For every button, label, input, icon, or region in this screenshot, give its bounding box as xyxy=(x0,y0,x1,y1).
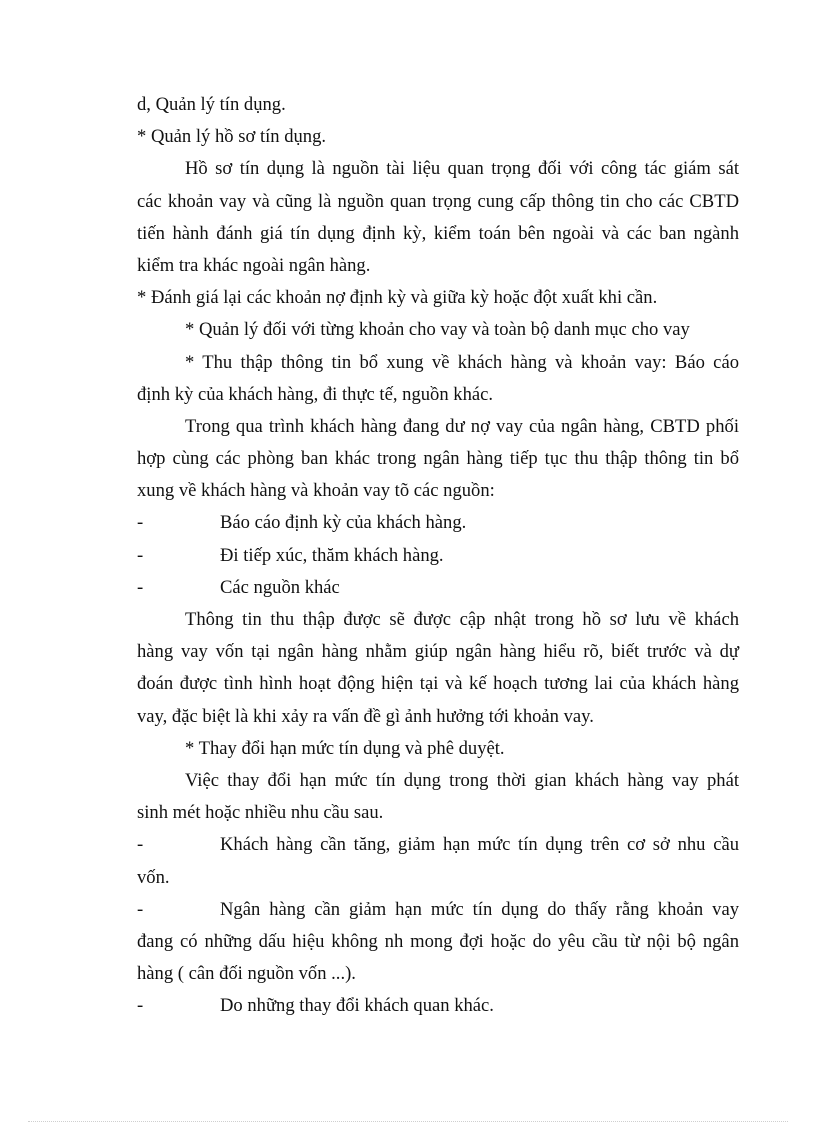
subheading: * Đánh giá lại các khoản nợ định kỳ và giữa kỳ hoặc đột xuất khi cần. xyxy=(137,287,658,309)
paragraph-line: hợp cùng các phòng ban khác trong ngân hàng tiếp tục thu thập thông tin bổ xyxy=(137,448,739,470)
list-item-text: Đi tiếp xúc, thăm khách hàng. xyxy=(220,544,444,566)
paragraph-line: * Thu thập thông tin bổ xung về khách hàng và khoản vay: Báo cáo xyxy=(185,351,739,373)
list-item-text: Các nguồn khác xyxy=(220,576,340,598)
list-item-continuation: hàng ( cân đối nguồn vốn ...). xyxy=(137,963,356,985)
page-bottom-rule xyxy=(28,1121,788,1122)
paragraph-line: tiến hành đánh giá tín dụng định kỳ, kiểm toán bên ngoài và các ban ngành xyxy=(137,222,739,244)
list-item-text: Ngân hàng cần giảm hạn mức tín dụng do thấy rằng khoản vay xyxy=(220,898,739,920)
list-item-text: Báo cáo định kỳ của khách hàng. xyxy=(220,512,467,534)
section-heading: d, Quản lý tín dụng. xyxy=(137,94,286,115)
bullet-dash: - xyxy=(137,995,144,1017)
list-item xyxy=(137,829,739,861)
subheading: * Quản lý đối với từng khoản cho vay và toàn bộ danh mục cho vay xyxy=(185,319,690,341)
paragraph-line: kiểm tra khác ngoài ngân hàng. xyxy=(137,254,371,276)
paragraph-line: Trong qua trình khách hàng đang dư nợ vay của ngân hàng, CBTD phối xyxy=(185,415,739,437)
list-item xyxy=(137,572,739,604)
paragraph-line: xung về khách hàng và khoản vay tõ các nguồn: xyxy=(137,480,495,502)
bullet-dash: - xyxy=(137,576,144,598)
bullet-dash: - xyxy=(137,544,144,566)
paragraph-line: Hồ sơ tín dụng là nguồn tài liệu quan trọng đối với công tác giám sát xyxy=(185,158,739,180)
subheading: * Quản lý hồ sơ tín dụng. xyxy=(137,126,327,148)
paragraph-line: Việc thay đổi hạn mức tín dụng trong thời gian khách hàng vay phát xyxy=(185,769,739,791)
paragraph-line: vay, đặc biệt là khi xảy ra vấn đề gì ảnh hưởng tới khoản vay. xyxy=(137,705,594,727)
document-page xyxy=(137,89,739,1022)
paragraph-line: Thông tin thu thập được sẽ được cập nhật trong hồ sơ lưu về khách xyxy=(185,609,739,630)
paragraph-line: hàng vay vốn tại ngân hàng nhằm giúp ngân hàng hiểu rõ, biết trước và dự xyxy=(137,641,739,663)
bullet-dash: - xyxy=(137,512,144,534)
list-item xyxy=(137,894,739,926)
list-item-text: Do những thay đổi khách quan khác. xyxy=(220,995,494,1017)
bullet-dash: - xyxy=(137,898,144,920)
paragraph-line: định kỳ của khách hàng, đi thực tế, nguồn khác. xyxy=(137,383,494,405)
paragraph-line: các khoản vay và cũng là nguồn quan trọng cung cấp thông tin cho các CBTD xyxy=(137,190,739,212)
list-item-text: Khách hàng cần tăng, giảm hạn mức tín dụng trên cơ sở nhu cầu xyxy=(220,834,739,856)
list-item-continuation: vốn. xyxy=(137,866,170,888)
bullet-dash: - xyxy=(137,834,144,856)
list-item xyxy=(137,990,739,1022)
list-item xyxy=(137,540,739,572)
list-item xyxy=(137,507,739,539)
subheading: * Thay đổi hạn mức tín dụng và phê duyệt. xyxy=(185,737,505,759)
paragraph-line: đoán được tình hình hoạt động hiện tại và kế hoạch tương lai của khách hàng xyxy=(137,673,739,695)
list-item-continuation: đang có những dấu hiệu không nh mong đợi hoặc do yêu cầu từ nội bộ ngân xyxy=(137,930,739,952)
paragraph-line: sinh mét hoặc nhiều nhu cầu sau. xyxy=(137,802,384,824)
